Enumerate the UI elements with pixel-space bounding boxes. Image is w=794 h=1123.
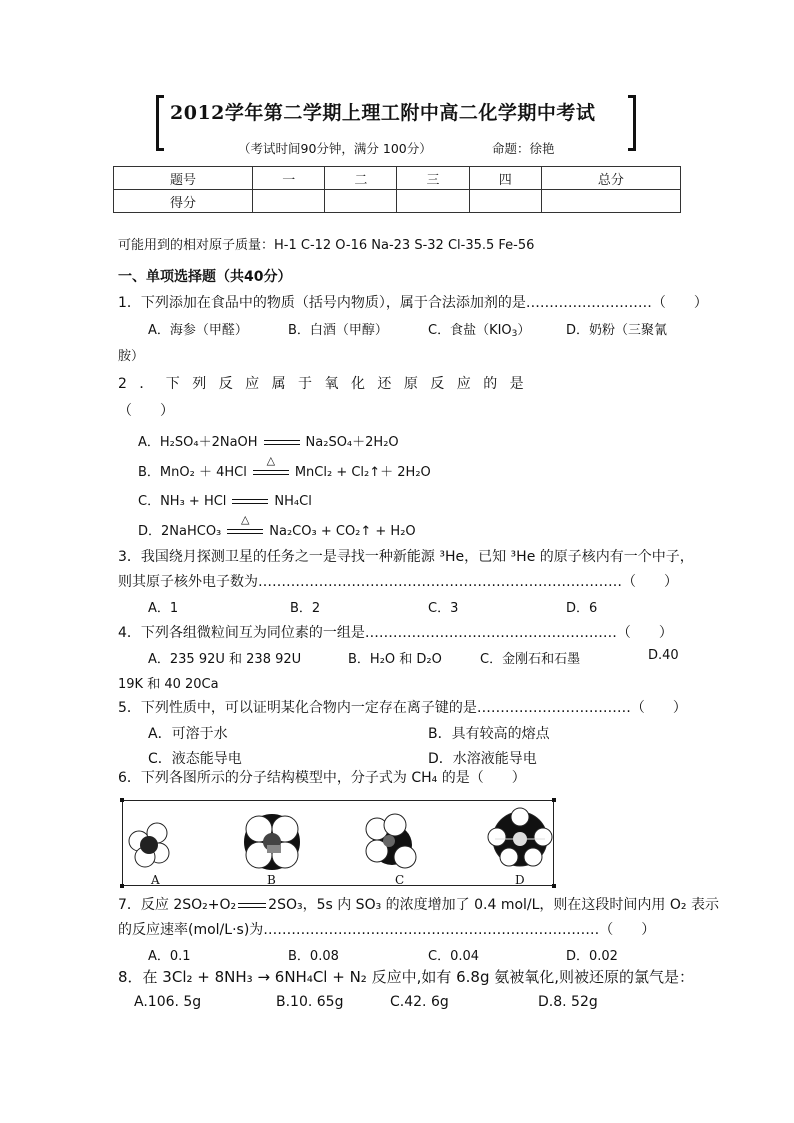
q7-option-c[interactable]: C．0.04: [428, 949, 480, 964]
exam-subtitle: （考试时间90分钟，满分 100分）: [238, 141, 432, 156]
title-bracket-left: [156, 95, 164, 151]
q3-option-c[interactable]: C．3: [428, 601, 459, 616]
q2-b-left: B．MnO₂ ＋ 4HCl: [138, 465, 247, 480]
molecule-model-b[interactable]: [241, 809, 303, 875]
resize-handle[interactable]: [552, 798, 556, 802]
q4-option-d[interactable]: D.40: [648, 648, 679, 663]
page-title: 2012学年第二学期上理工附中高二化学期中考试: [170, 102, 596, 124]
q2-option-d[interactable]: [138, 512, 416, 539]
q2-option-a[interactable]: [138, 431, 399, 450]
molecule-model-d[interactable]: [487, 805, 553, 875]
q8-option-d[interactable]: D.8. 52g: [538, 994, 598, 1010]
q1-option-c-end: ）: [517, 323, 531, 338]
question-7-stem: [118, 894, 719, 914]
q4-option-d-continued: 19K 和 40 20Ca: [118, 677, 219, 692]
question-7-stem-line2: 的反应速率(mol/L·s)为………………………………………………………………（ ）: [118, 922, 656, 938]
score-input-cell[interactable]: [541, 190, 680, 213]
molecule-label-a: A: [151, 873, 160, 887]
question-1-stem: 1．下列添加在食品中的物质（括号内物质），属于合法添加剂的是………………………（ ）: [118, 295, 708, 311]
equals-arrow-icon: [232, 497, 268, 507]
q2-option-b[interactable]: [138, 453, 431, 480]
question-3-stem: 3．我国绕月探测卫星的任务之一是寻找一种新能源 ³He，已知 ³He 的原子核内有一个中子，: [118, 549, 694, 565]
molecule-label-c: C: [395, 873, 405, 887]
score-table-score-row: [114, 190, 681, 213]
q1-option-d[interactable]: D．奶粉（三聚氰: [566, 323, 668, 338]
q1-option-d-continued: 胺）: [118, 349, 145, 364]
q7-option-d[interactable]: D．0.02: [566, 949, 618, 964]
question-2-paren: （ ）: [118, 403, 174, 419]
score-input-cell[interactable]: [469, 190, 541, 213]
heat-arrow-icon: [227, 512, 263, 537]
q3-option-a[interactable]: A．1: [148, 601, 179, 616]
molecule-models-figure: [122, 800, 554, 886]
heat-triangle-icon: △: [266, 453, 276, 467]
resize-handle[interactable]: [120, 884, 124, 888]
q7-option-b[interactable]: B．0.08: [288, 949, 339, 964]
reversible-arrow-icon: [238, 900, 266, 910]
q7-option-a[interactable]: A．0.1: [148, 949, 191, 964]
q1-option-a[interactable]: A．海参（甲醛）: [148, 323, 248, 338]
q2-a-right: Na₂SO₄＋2H₂O: [305, 435, 399, 450]
q8-option-b[interactable]: B.10. 65g: [276, 994, 344, 1010]
exam-author: 命题：徐艳: [492, 141, 555, 156]
question-8-stem: 8．在 3Cl₂ + 8NH₃ → 6NH₄Cl + N₂ 反应中,如有 6.8g 氨被氧化,则被还原的氯气是：: [118, 968, 695, 986]
table-cell: 一: [253, 167, 325, 190]
q1-option-c-subscript: 3: [511, 329, 518, 339]
resize-handle[interactable]: [552, 884, 556, 888]
table-cell: 三: [397, 167, 469, 190]
q5-option-d[interactable]: D．水溶液能导电: [428, 751, 537, 767]
score-table: [113, 166, 681, 213]
q2-a-left: A．H₂SO₄＋2NaOH: [138, 435, 258, 450]
q2-d-right: Na₂CO₃ + CO₂↑ + H₂O: [269, 524, 416, 539]
q3-option-d[interactable]: D．6: [566, 601, 598, 616]
q5-option-c[interactable]: C．液态能导电: [148, 751, 242, 767]
score-input-cell[interactable]: [397, 190, 469, 213]
q2-c-left: C．NH₃ + HCl: [138, 494, 227, 509]
q8-option-a[interactable]: A.106. 5g: [134, 994, 202, 1010]
q8-option-c[interactable]: C.42. 6g: [390, 994, 449, 1010]
title-bracket-right: [628, 95, 636, 151]
q2-option-c[interactable]: [138, 490, 312, 509]
resize-handle[interactable]: [120, 798, 124, 802]
q4-option-c[interactable]: C．金刚石和石墨: [480, 652, 581, 667]
molecule-label-b: B: [267, 873, 276, 887]
question-6-stem: 6．下列各图所示的分子结构模型中，分子式为 CH₄ 的是（ ）: [118, 770, 526, 786]
molecule-label-d: D: [515, 873, 525, 887]
score-input-cell[interactable]: [325, 190, 397, 213]
score-input-cell[interactable]: [253, 190, 325, 213]
q2-b-right: MnCl₂ + Cl₂↑＋ 2H₂O: [294, 465, 431, 480]
q7-stem-post: 2SO₃，5s 内 SO₃ 的浓度增加了 0.4 mol/L，则在这段时间内用 O₂ 表示: [268, 897, 719, 913]
question-4-stem: 4．下列各组微粒间互为同位素的一组是………………………………………………（ ）: [118, 625, 673, 641]
table-cell: 得分: [114, 190, 253, 213]
q1-option-b[interactable]: B．白酒（甲醇）: [288, 323, 388, 338]
heat-arrow-icon: [253, 453, 289, 478]
table-cell: 四: [469, 167, 541, 190]
equals-arrow-icon: [264, 438, 300, 448]
question-3-stem-line2: 则其原子核外电子数为……………………………………………………………………（ ）: [118, 574, 678, 590]
question-5-stem: 5．下列性质中，可以证明某化合物内一定存在离子键的是……………………………（ ）: [118, 700, 687, 716]
q4-option-b[interactable]: B．H₂O 和 D₂O: [348, 652, 442, 667]
q5-option-a[interactable]: A．可溶于水: [148, 726, 228, 742]
question-2-stem: 2 ． 下 列 反 应 属 于 氧 化 还 原 反 应 的 是: [118, 376, 524, 392]
molecule-model-a[interactable]: [125, 819, 175, 871]
q5-option-b[interactable]: B．具有较高的熔点: [428, 726, 550, 742]
heat-triangle-icon: △: [241, 512, 250, 526]
table-cell: 题号: [114, 167, 253, 190]
table-cell: 总分: [541, 167, 680, 190]
q2-c-right: NH₄Cl: [274, 494, 312, 509]
table-cell: 二: [325, 167, 397, 190]
q1-option-c-text: C．食盐（KIO: [428, 323, 512, 338]
q3-option-b[interactable]: B．2: [290, 601, 321, 616]
q2-d-left: D．2NaHCO₃: [138, 524, 222, 539]
q7-stem-pre: 7．反应 2SO₂+O₂: [118, 897, 237, 913]
q4-option-a[interactable]: A．235 92U 和 238 92U: [148, 652, 302, 667]
q1-option-c[interactable]: [428, 319, 530, 338]
molecule-model-c[interactable]: [363, 813, 421, 873]
score-table-header-row: [114, 167, 681, 190]
section-heading: 一、单项选择题（共40分）: [118, 269, 292, 285]
atomic-masses: 可能用到的相对原子质量：H-1 C-12 O-16 Na-23 S-32 Cl-35.5 Fe-56: [118, 238, 535, 253]
